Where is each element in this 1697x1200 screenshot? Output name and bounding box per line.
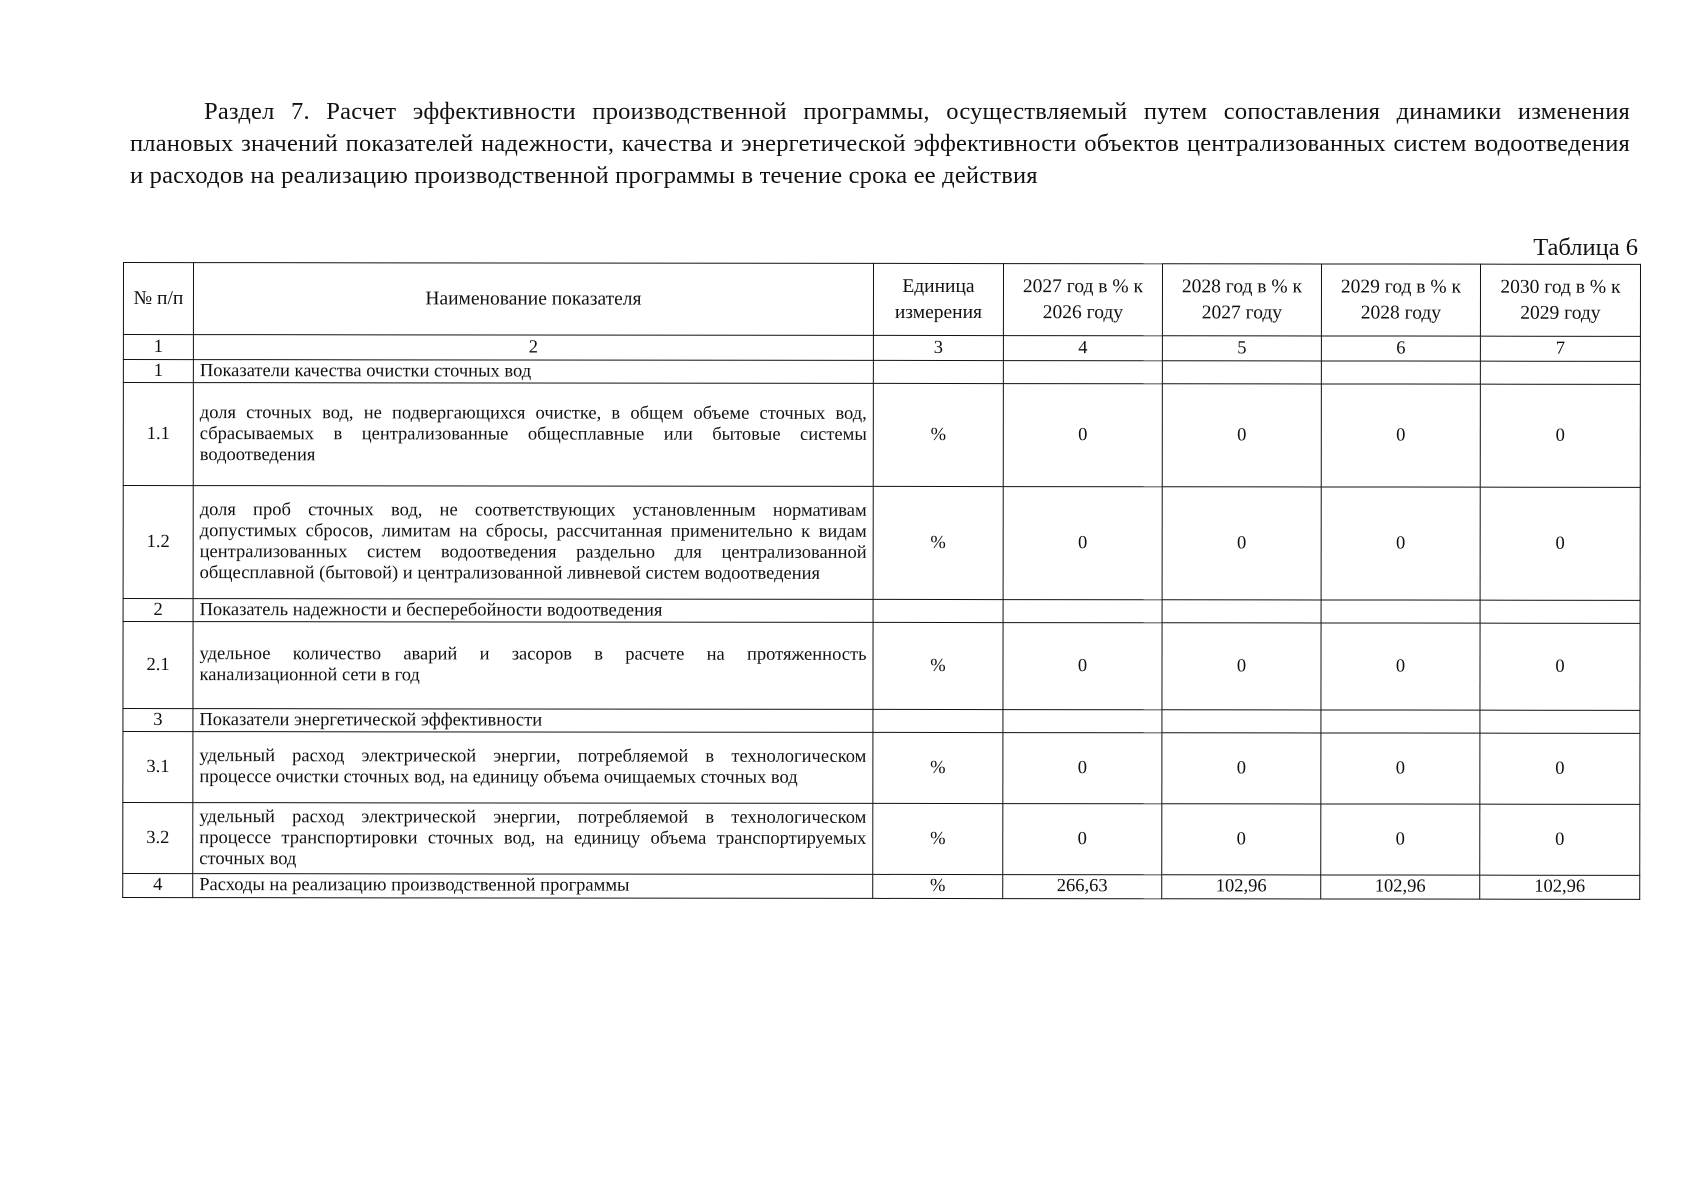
table-row	[123, 599, 1640, 624]
row-unit: %	[873, 486, 1003, 599]
row-name: Показатели качества очистки сточных вод	[193, 360, 873, 384]
col-number: 4	[1003, 336, 1162, 361]
row-value-2028: 0	[1162, 487, 1321, 600]
row-name: доля проб сточных вод, не соответствующих установленным нормативам допустимых сбросов, лимитам на сбросы, рассчитанная применительно к видам централизованных систем водоотведения раздельно для централизованной общесплавной (бытовой) и централизованной ливневой систем водоотведения	[193, 486, 873, 600]
row-name: удельный расход электрической энергии, потребляемой в технологическом процессе транспортировки сточных вод, на единицу объема транспортируемых сточных вод	[193, 803, 873, 875]
row-value-2029: 0	[1321, 804, 1480, 875]
table-row	[123, 732, 1640, 805]
row-value-2028	[1162, 710, 1321, 733]
col-number: 6	[1321, 336, 1480, 361]
header-2030: 2030 год в % к 2029 году	[1480, 264, 1640, 336]
row-value-2029: 0	[1321, 384, 1480, 487]
header-2029: 2029 год в % к 2028 году	[1321, 264, 1480, 336]
row-value-2027: 0	[1003, 733, 1162, 804]
row-value-2029	[1321, 710, 1480, 733]
row-value-2030	[1480, 600, 1640, 623]
header-2027: 2027 год в % к 2026 году	[1003, 264, 1162, 336]
table-row	[123, 360, 1640, 385]
col-number: 5	[1162, 336, 1321, 361]
table-row	[123, 486, 1640, 601]
row-unit: %	[873, 732, 1003, 803]
row-value-2029	[1321, 600, 1480, 623]
row-value-2027	[1003, 600, 1162, 623]
row-value-2028: 0	[1162, 384, 1321, 487]
header-num: № п/п	[123, 263, 193, 335]
table-label: Таблица 6	[1533, 234, 1638, 261]
table-row	[123, 383, 1640, 488]
row-value-2027: 0	[1003, 804, 1162, 875]
row-num: 3.2	[123, 803, 193, 874]
row-value-2028: 0	[1162, 804, 1321, 875]
row-name: удельный расход электрической энергии, потребляемой в технологическом процессе очистки сточных вод, на единицу объема очищаемых сточных вод	[193, 732, 873, 804]
table-header-row	[123, 263, 1640, 337]
row-name: Показатели энергетической эффективности	[193, 709, 873, 733]
row-unit	[873, 709, 1003, 732]
row-value-2027: 0	[1003, 384, 1162, 487]
col-number: 2	[193, 335, 873, 361]
row-num: 2	[123, 599, 193, 622]
row-value-2030: 0	[1480, 804, 1640, 875]
row-value-2028	[1162, 600, 1321, 623]
row-unit: %	[873, 383, 1003, 486]
row-num: 1.1	[123, 383, 193, 486]
row-value-2027: 0	[1003, 623, 1162, 710]
row-value-2028: 102,96	[1162, 875, 1321, 899]
row-value-2028	[1162, 361, 1321, 384]
row-value-2027: 266,63	[1003, 875, 1162, 899]
table-row	[123, 803, 1640, 876]
row-value-2029: 102,96	[1321, 875, 1480, 899]
row-name: Расходы на реализацию производственной программы	[193, 874, 873, 899]
indicators-table	[122, 262, 1641, 900]
row-unit: %	[873, 874, 1003, 898]
row-value-2030: 102,96	[1480, 875, 1640, 899]
row-value-2027: 0	[1003, 487, 1162, 600]
header-name: Наименование показателя	[193, 263, 873, 336]
table-row	[123, 709, 1640, 734]
column-number-row	[123, 335, 1640, 362]
row-value-2029: 0	[1321, 623, 1480, 710]
row-unit	[873, 599, 1003, 622]
row-value-2029: 0	[1321, 733, 1480, 804]
row-value-2030: 0	[1480, 733, 1640, 804]
header-unit: Единица измерения	[873, 263, 1003, 335]
row-num: 3	[123, 709, 193, 732]
row-value-2027	[1003, 361, 1162, 384]
row-value-2029	[1321, 361, 1480, 384]
section-heading: Раздел 7. Расчет эффективности производственной программы, осуществляемый путем сопоставления динамики изменения плановых значений показателей надежности, качества и энергетической эффективности объектов централизованных систем водоотведения и расходов на реализацию производственной программы в течение срока ее действия	[130, 98, 1630, 189]
row-num: 3.1	[123, 732, 193, 803]
row-unit	[873, 360, 1003, 383]
row-unit: %	[873, 622, 1003, 709]
row-value-2028: 0	[1162, 733, 1321, 804]
table-row	[123, 622, 1640, 711]
row-name: удельное количество аварий и засоров в расчете на протяженность канализационной сети в год	[193, 622, 873, 710]
row-num: 2.1	[123, 622, 193, 709]
col-number: 7	[1480, 336, 1640, 361]
header-2028: 2028 год в % к 2027 году	[1162, 264, 1321, 336]
row-num: 1	[123, 360, 193, 383]
row-value-2029: 0	[1321, 487, 1480, 600]
row-value-2030	[1480, 710, 1640, 733]
row-name: доля сточных вод, не подвергающихся очистке, в общем объеме сточных вод, сбрасываемых в централизованные общесплавные или бытовые системы водоотведения	[193, 383, 873, 487]
col-number: 3	[873, 335, 1003, 360]
row-num: 4	[123, 874, 193, 898]
row-value-2030: 0	[1480, 384, 1640, 487]
table-row	[123, 874, 1640, 900]
row-value-2030	[1480, 361, 1640, 384]
col-number: 1	[123, 335, 193, 360]
row-value-2030: 0	[1480, 623, 1640, 710]
row-num: 1.2	[123, 486, 193, 599]
row-value-2030: 0	[1480, 487, 1640, 600]
row-unit: %	[873, 803, 1003, 874]
row-value-2028: 0	[1162, 623, 1321, 710]
row-value-2027	[1003, 710, 1162, 733]
row-name: Показатель надежности и бесперебойности водоотведения	[193, 599, 873, 623]
